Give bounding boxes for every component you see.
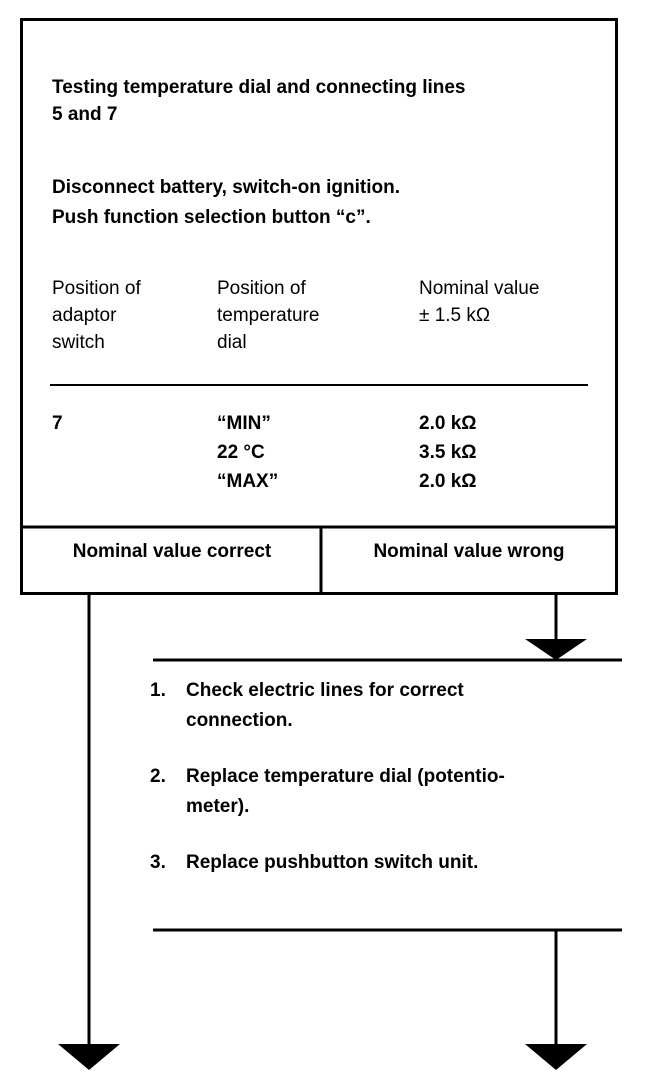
header-adaptor-switch: Position of adaptor switch	[52, 278, 141, 353]
step-3: 3. Replace pushbutton switch unit.	[150, 852, 479, 873]
test-instructions	[52, 173, 612, 233]
dial-positions-cell	[217, 409, 278, 496]
nominal-values-cell	[419, 409, 477, 496]
header-nominal-value: Nominal value ± 1.5 kΩ	[419, 278, 540, 326]
test-title	[52, 74, 592, 128]
instruction-line-1: Disconnect battery, switch-on ignition.	[52, 177, 401, 198]
title-line-1: Testing temperature dial and connecting lines	[52, 77, 466, 98]
nominal-min: 2.0 kΩ	[419, 413, 477, 434]
correct-path-arrow	[58, 1044, 120, 1070]
dial-min: “MIN”	[217, 413, 271, 434]
step-1: 1. Check electric lines for correct connection.	[150, 680, 464, 731]
adaptor-position-cell: 7	[52, 413, 63, 434]
header-temperature-dial: Position of temperature dial	[217, 278, 320, 353]
remedy-steps	[150, 676, 610, 904]
dial-max: “MAX”	[217, 471, 279, 492]
dial-22c: 22 °C	[217, 442, 265, 463]
steps-continue-arrow	[525, 1044, 587, 1070]
step-2: 2. Replace temperature dial (potentio- meter).	[150, 766, 505, 817]
outcome-wrong: Nominal value wrong	[373, 541, 565, 562]
outcome-correct: Nominal value correct	[72, 541, 272, 562]
nominal-max: 2.0 kΩ	[419, 471, 477, 492]
title-line-2: 5 and 7	[52, 104, 118, 125]
wrong-path-arrow	[525, 639, 587, 660]
instruction-line-2: Push function selection button “c”.	[52, 207, 371, 228]
nominal-22c: 3.5 kΩ	[419, 442, 477, 463]
